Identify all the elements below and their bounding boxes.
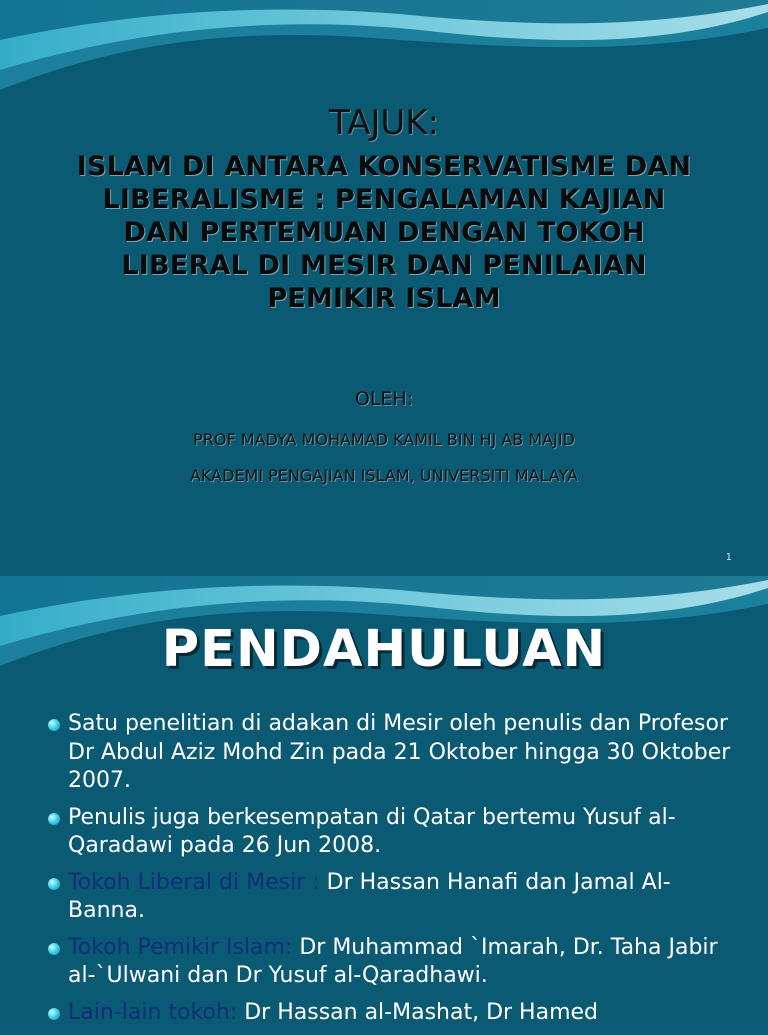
bullet-label: Lain-lain tokoh: bbox=[68, 999, 245, 1025]
title-line: LIBERAL DI MESIR DAN PENILAIAN bbox=[121, 250, 647, 281]
slide-heading: PENDAHULUAN bbox=[161, 620, 607, 679]
list-item bbox=[46, 934, 746, 991]
list-item bbox=[46, 804, 746, 861]
wave-decoration bbox=[0, 0, 768, 110]
bullet-icon bbox=[48, 943, 60, 955]
title-line: DAN PERTEMUAN DENGAN TOKOH bbox=[123, 217, 645, 248]
bullet-icon bbox=[48, 719, 60, 731]
list-item bbox=[46, 999, 746, 1028]
bullet-text: Satu penelitian di adakan di Mesir oleh penulis dan Profesor Dr Abdul Aziz Mohd Zin pada 21 Oktober hingga 30 Oktober 2007. bbox=[68, 711, 731, 793]
bullet-icon bbox=[48, 1008, 60, 1020]
page-number: 1 bbox=[725, 552, 732, 563]
bullet-label: Tokoh Pemikir Islam: bbox=[68, 934, 300, 960]
bullet-list bbox=[46, 710, 746, 1035]
byline-label: OLEH: bbox=[354, 388, 414, 410]
bullet-text: Dr Muhammad `Imarah, Dr. Taha Jabir al-`Ulwani dan Dr Yusuf al-Qaradhawi. bbox=[68, 934, 718, 988]
bullet-text: Dr Hassan al-Mashat, Dr Hamed bbox=[244, 999, 599, 1025]
list-item bbox=[46, 869, 746, 926]
slide-heading: TAJUK: bbox=[328, 103, 440, 143]
bullet-icon bbox=[48, 878, 60, 890]
bullet-icon bbox=[48, 813, 60, 825]
bullet-text: Penulis juga berkesempatan di Qatar bertemu Yusuf al-Qaradawi pada 26 Jun 2008. bbox=[68, 804, 676, 858]
author-affiliation: AKADEMI PENGAJIAN ISLAM, UNIVERSITI MALAYA bbox=[190, 466, 578, 485]
bullet-label: Tokoh Liberal di Mesir : bbox=[68, 869, 327, 895]
title-line: PEMIKIR ISLAM bbox=[267, 283, 501, 314]
author-name: PROF MADYA MOHAMAD KAMIL BIN HJ AB MAJID bbox=[193, 430, 575, 449]
title-line: LIBERALISME : PENGALAMAN KAJIAN bbox=[102, 184, 666, 215]
list-item bbox=[46, 710, 746, 796]
slide-title bbox=[0, 150, 768, 315]
bullet-text: Dr Hassan Hanafi dan Jamal Al-Banna. bbox=[68, 869, 671, 923]
title-line: ISLAM DI ANTARA KONSERVATISME DAN bbox=[76, 151, 692, 182]
